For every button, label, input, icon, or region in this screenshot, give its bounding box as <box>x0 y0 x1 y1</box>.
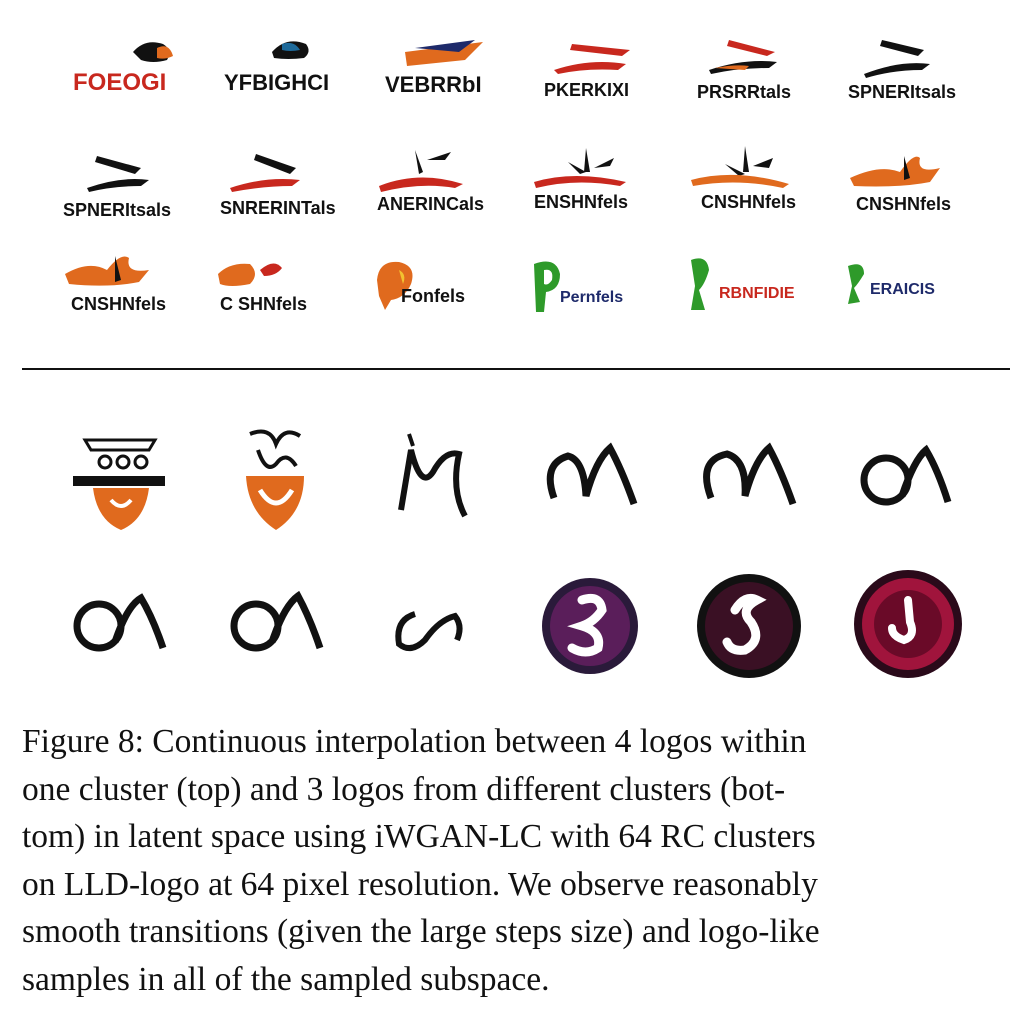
caption-line: on LLD-logo at 64 pixel resolution. We observe reasonably <box>22 865 818 903</box>
logo-wordmark: CNSHNfels <box>701 192 797 212</box>
logo-wordmark: SPNERItsals <box>848 82 957 102</box>
logo-sample-5-2 <box>200 570 350 690</box>
logo-sample-5-3 <box>355 570 505 690</box>
logo-sample-2-3 <box>355 138 505 238</box>
logo-sample-2-6 <box>820 138 970 238</box>
logo-sample-4-5 <box>665 420 815 540</box>
logo-sample-4-4 <box>510 420 660 540</box>
logo-wordmark: VEBRRbI <box>385 72 482 97</box>
logo-wordmark: ANERINCals <box>377 194 485 214</box>
logo-wordmark: FOEOGI <box>73 69 167 96</box>
logo-wordmark: Pernfels <box>560 289 624 306</box>
logo-sample-2-2 <box>200 138 350 238</box>
logo-wordmark: SNRERINTals <box>220 198 336 218</box>
caption-line: samples in all of the sampled subspace. <box>22 960 550 998</box>
logo-sample-1-5 <box>665 30 815 130</box>
logo-sample-5-1 <box>45 570 195 690</box>
logo-sample-3-6 <box>820 240 970 340</box>
logo-sample-3-3 <box>355 240 505 340</box>
logo-sample-3-4 <box>510 240 660 340</box>
logo-sample-1-1 <box>45 30 195 130</box>
logo-sample-5-5 <box>665 570 815 690</box>
logo-sample-2-4 <box>510 138 660 238</box>
logo-wordmark: CNSHNfels <box>71 294 167 314</box>
caption-line: smooth transitions (given the large steps size) and logo-like <box>22 913 820 950</box>
logo-wordmark: CNSHNfels <box>856 194 952 214</box>
caption-line: one cluster (top) and 3 logos from different clusters (bot- <box>22 770 786 808</box>
logo-sample-1-2 <box>200 30 350 130</box>
logo-wordmark: YFBIGHCI <box>224 70 330 95</box>
logo-wordmark: PRSRRtals <box>697 82 792 102</box>
logo-sample-4-2 <box>200 420 350 540</box>
logo-sample-2-1 <box>45 138 195 238</box>
logo-sample-1-6 <box>820 30 970 130</box>
logo-wordmark: RBNFIDIE <box>719 285 795 302</box>
logo-sample-1-3 <box>355 30 505 130</box>
logo-wordmark: Fonfels <box>401 286 466 306</box>
figure-caption <box>22 718 972 1003</box>
logo-sample-4-1 <box>45 420 195 540</box>
logo-wordmark: ENSHNfels <box>534 192 629 212</box>
logo-sample-4-3 <box>355 420 505 540</box>
caption-line: tom) in latent space using iWGAN-LC with 64 RC clusters <box>22 818 816 855</box>
logo-sample-4-6 <box>820 420 970 540</box>
logo-sample-5-6 <box>820 570 970 690</box>
caption-line: Figure 8: Continuous interpolation between 4 logos within <box>22 723 807 760</box>
logo-sample-3-2 <box>200 240 350 340</box>
logo-sample-1-4 <box>510 30 660 130</box>
logo-wordmark: PKERKIXI <box>544 80 630 100</box>
logo-sample-5-4 <box>510 570 660 690</box>
logo-wordmark: SPNERItsals <box>63 200 172 220</box>
logo-wordmark: ERAICIS <box>870 281 935 298</box>
logo-wordmark: C SHNfels <box>220 294 308 314</box>
section-divider <box>22 368 1010 370</box>
logo-sample-3-5 <box>665 240 815 340</box>
logo-sample-3-1 <box>45 240 195 340</box>
logo-sample-2-5 <box>665 138 815 238</box>
